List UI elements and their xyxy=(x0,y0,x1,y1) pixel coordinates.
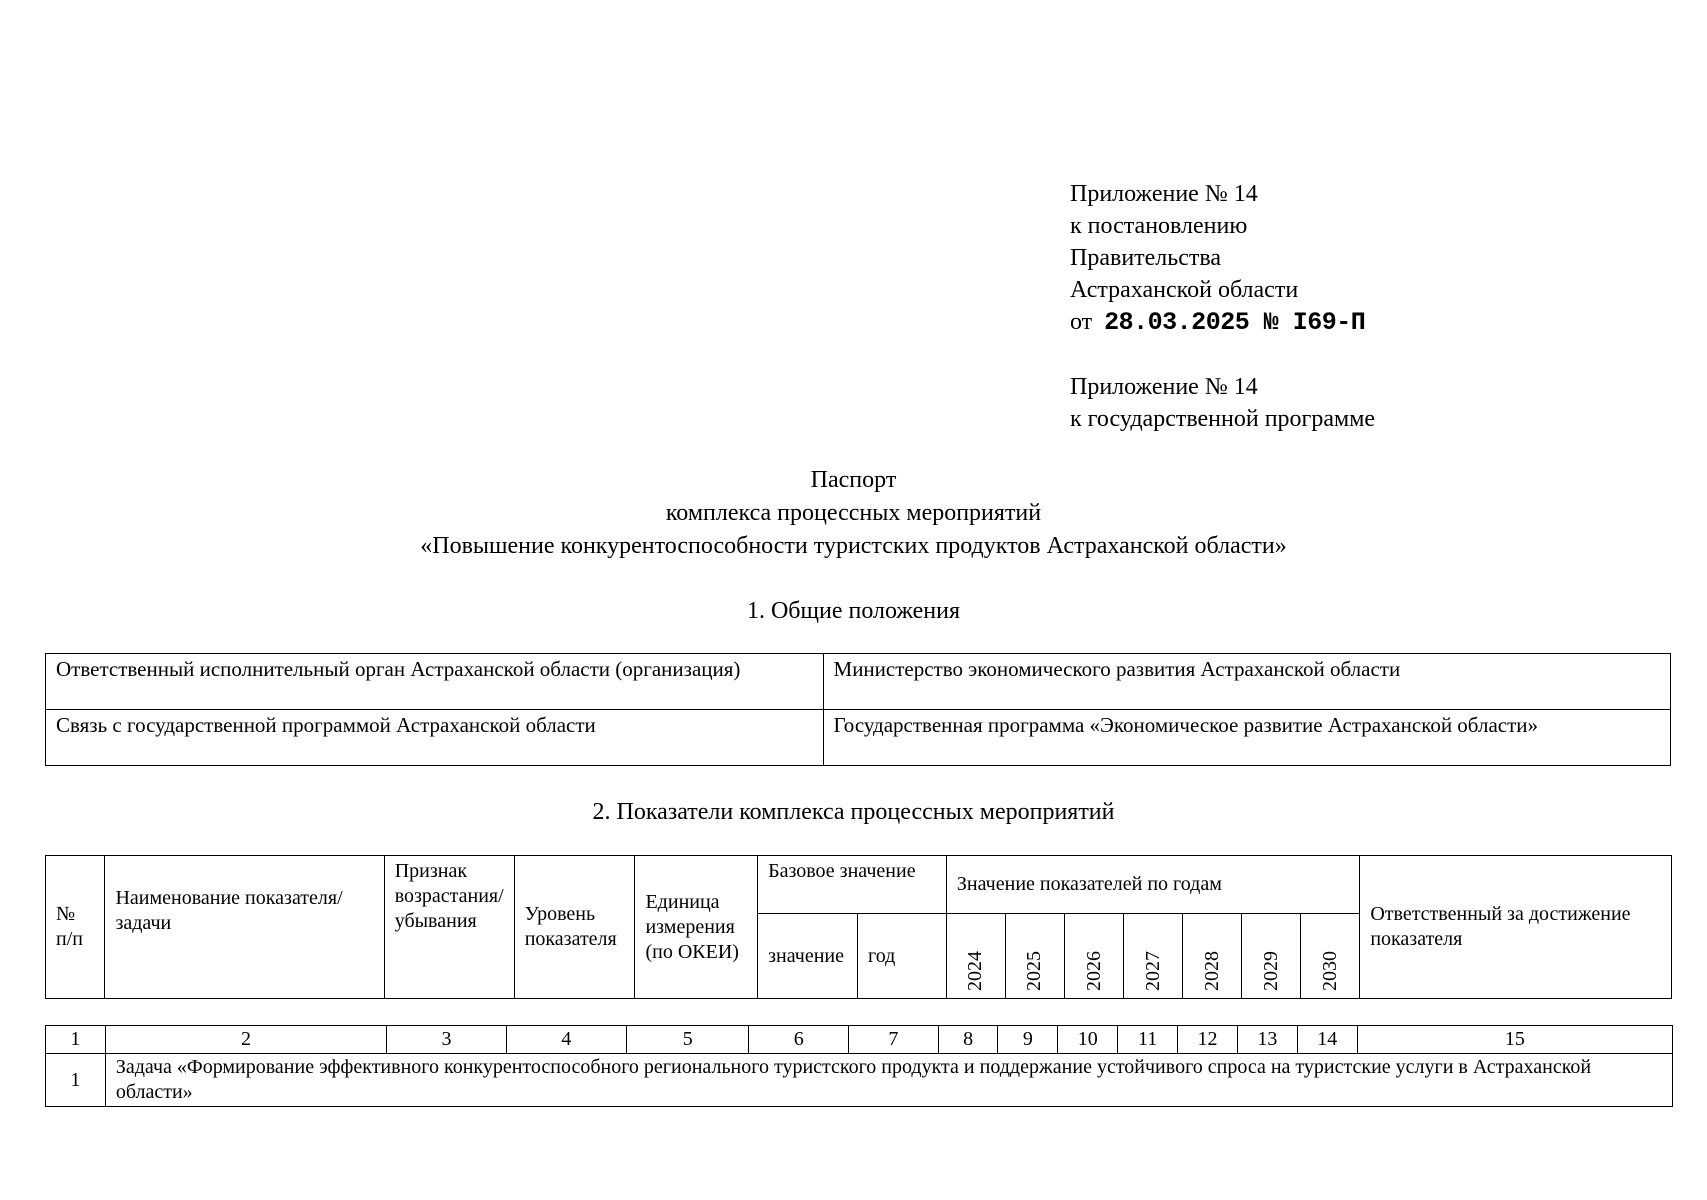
appendix-header-resolution xyxy=(1070,178,1365,339)
date-prefix: от xyxy=(1070,309,1093,335)
header-sign: Признак возрастания/ убывания xyxy=(384,856,514,999)
appendix-line: Приложение № 14 xyxy=(1070,181,1258,207)
resolution-date-line xyxy=(1070,306,1365,339)
column-number: 7 xyxy=(849,1026,939,1054)
year-label: 2024 xyxy=(964,951,987,991)
title-line: Паспорт xyxy=(810,467,897,493)
column-number: 8 xyxy=(938,1026,998,1054)
header-base-year: год xyxy=(858,914,947,999)
header-level: Уровень показателя xyxy=(514,856,635,999)
header-unit: Единица измерения (по ОКЕИ) xyxy=(635,856,758,999)
year-label: 2026 xyxy=(1082,951,1105,991)
indicators-header-table xyxy=(45,855,1672,999)
column-number: 3 xyxy=(387,1026,506,1054)
header-year xyxy=(1124,914,1183,999)
column-number: 13 xyxy=(1237,1026,1297,1054)
column-number: 1 xyxy=(46,1026,106,1054)
general-provisions-table xyxy=(45,653,1671,766)
appendix-line: к постановлению xyxy=(1070,213,1248,239)
column-number: 4 xyxy=(506,1026,626,1054)
document-title xyxy=(0,464,1707,563)
column-number: 5 xyxy=(627,1026,749,1054)
header-base-value: значение xyxy=(758,914,858,999)
appendix-line: Астраханской области xyxy=(1070,277,1299,303)
table-row xyxy=(46,1054,1673,1107)
year-label: 2027 xyxy=(1141,951,1164,991)
appendix-line: Правительства xyxy=(1070,245,1222,271)
row-number: 1 xyxy=(46,1054,106,1107)
header-year xyxy=(1301,914,1360,999)
section-1-heading: 1. Общие положения xyxy=(746,598,961,624)
column-number: 11 xyxy=(1118,1026,1178,1054)
year-label: 2025 xyxy=(1023,951,1046,991)
header-year xyxy=(1183,914,1242,999)
column-number: 9 xyxy=(998,1026,1058,1054)
header-year xyxy=(1065,914,1124,999)
appendix-line: Приложение № 14 xyxy=(1070,374,1258,400)
title-line: «Повышение конкурентоспособности туристских продуктов Астраханской области» xyxy=(420,533,1287,559)
table-cell-label: Ответственный исполнительный орган Астраханской области (организация) xyxy=(46,654,824,710)
header-year xyxy=(946,914,1005,999)
year-label: 2028 xyxy=(1200,951,1223,991)
appendix-header-program xyxy=(1070,371,1375,435)
section-2-heading: 2. Показатели комплекса процессных мероприятий xyxy=(592,799,1115,825)
header-row xyxy=(46,856,1672,914)
table-cell-value: Министерство экономического развития Астраханской области xyxy=(823,654,1670,710)
header-responsible: Ответственный за достижение показателя xyxy=(1360,856,1672,999)
column-number: 12 xyxy=(1178,1026,1238,1054)
column-number: 2 xyxy=(105,1026,386,1054)
header-year xyxy=(1242,914,1301,999)
header-year xyxy=(1005,914,1064,999)
date-number-stamp: 28.03.2025 № I69-П xyxy=(1104,308,1366,337)
task-text: Задача «Формирование эффективного конкурентоспособного регионального туристского продукта и поддержание устойчивого спроса на туристские услуги в Астраханской области» xyxy=(105,1054,1672,1107)
header-name: Наименование показателя/задачи xyxy=(105,856,384,999)
header-num: № п/п xyxy=(46,856,105,999)
appendix-line: к государственной программе xyxy=(1070,406,1376,432)
table-row xyxy=(46,654,1671,710)
table-cell-value: Государственная программа «Экономическое развитие Астраханской области» xyxy=(823,710,1670,766)
year-label: 2030 xyxy=(1318,951,1341,991)
header-base: Базовое значение xyxy=(758,856,947,914)
title-line: комплекса процессных мероприятий xyxy=(665,500,1042,526)
year-label: 2029 xyxy=(1259,951,1282,991)
column-number: 14 xyxy=(1297,1026,1357,1054)
column-number: 15 xyxy=(1357,1026,1672,1054)
indicators-body-table xyxy=(45,1025,1673,1107)
column-number: 6 xyxy=(749,1026,849,1054)
header-values-by-year: Значение показателей по годам xyxy=(946,856,1359,914)
table-row xyxy=(46,710,1671,766)
column-number: 10 xyxy=(1058,1026,1118,1054)
column-number-row xyxy=(46,1026,1673,1054)
table-cell-label: Связь с государственной программой Астраханской области xyxy=(46,710,824,766)
